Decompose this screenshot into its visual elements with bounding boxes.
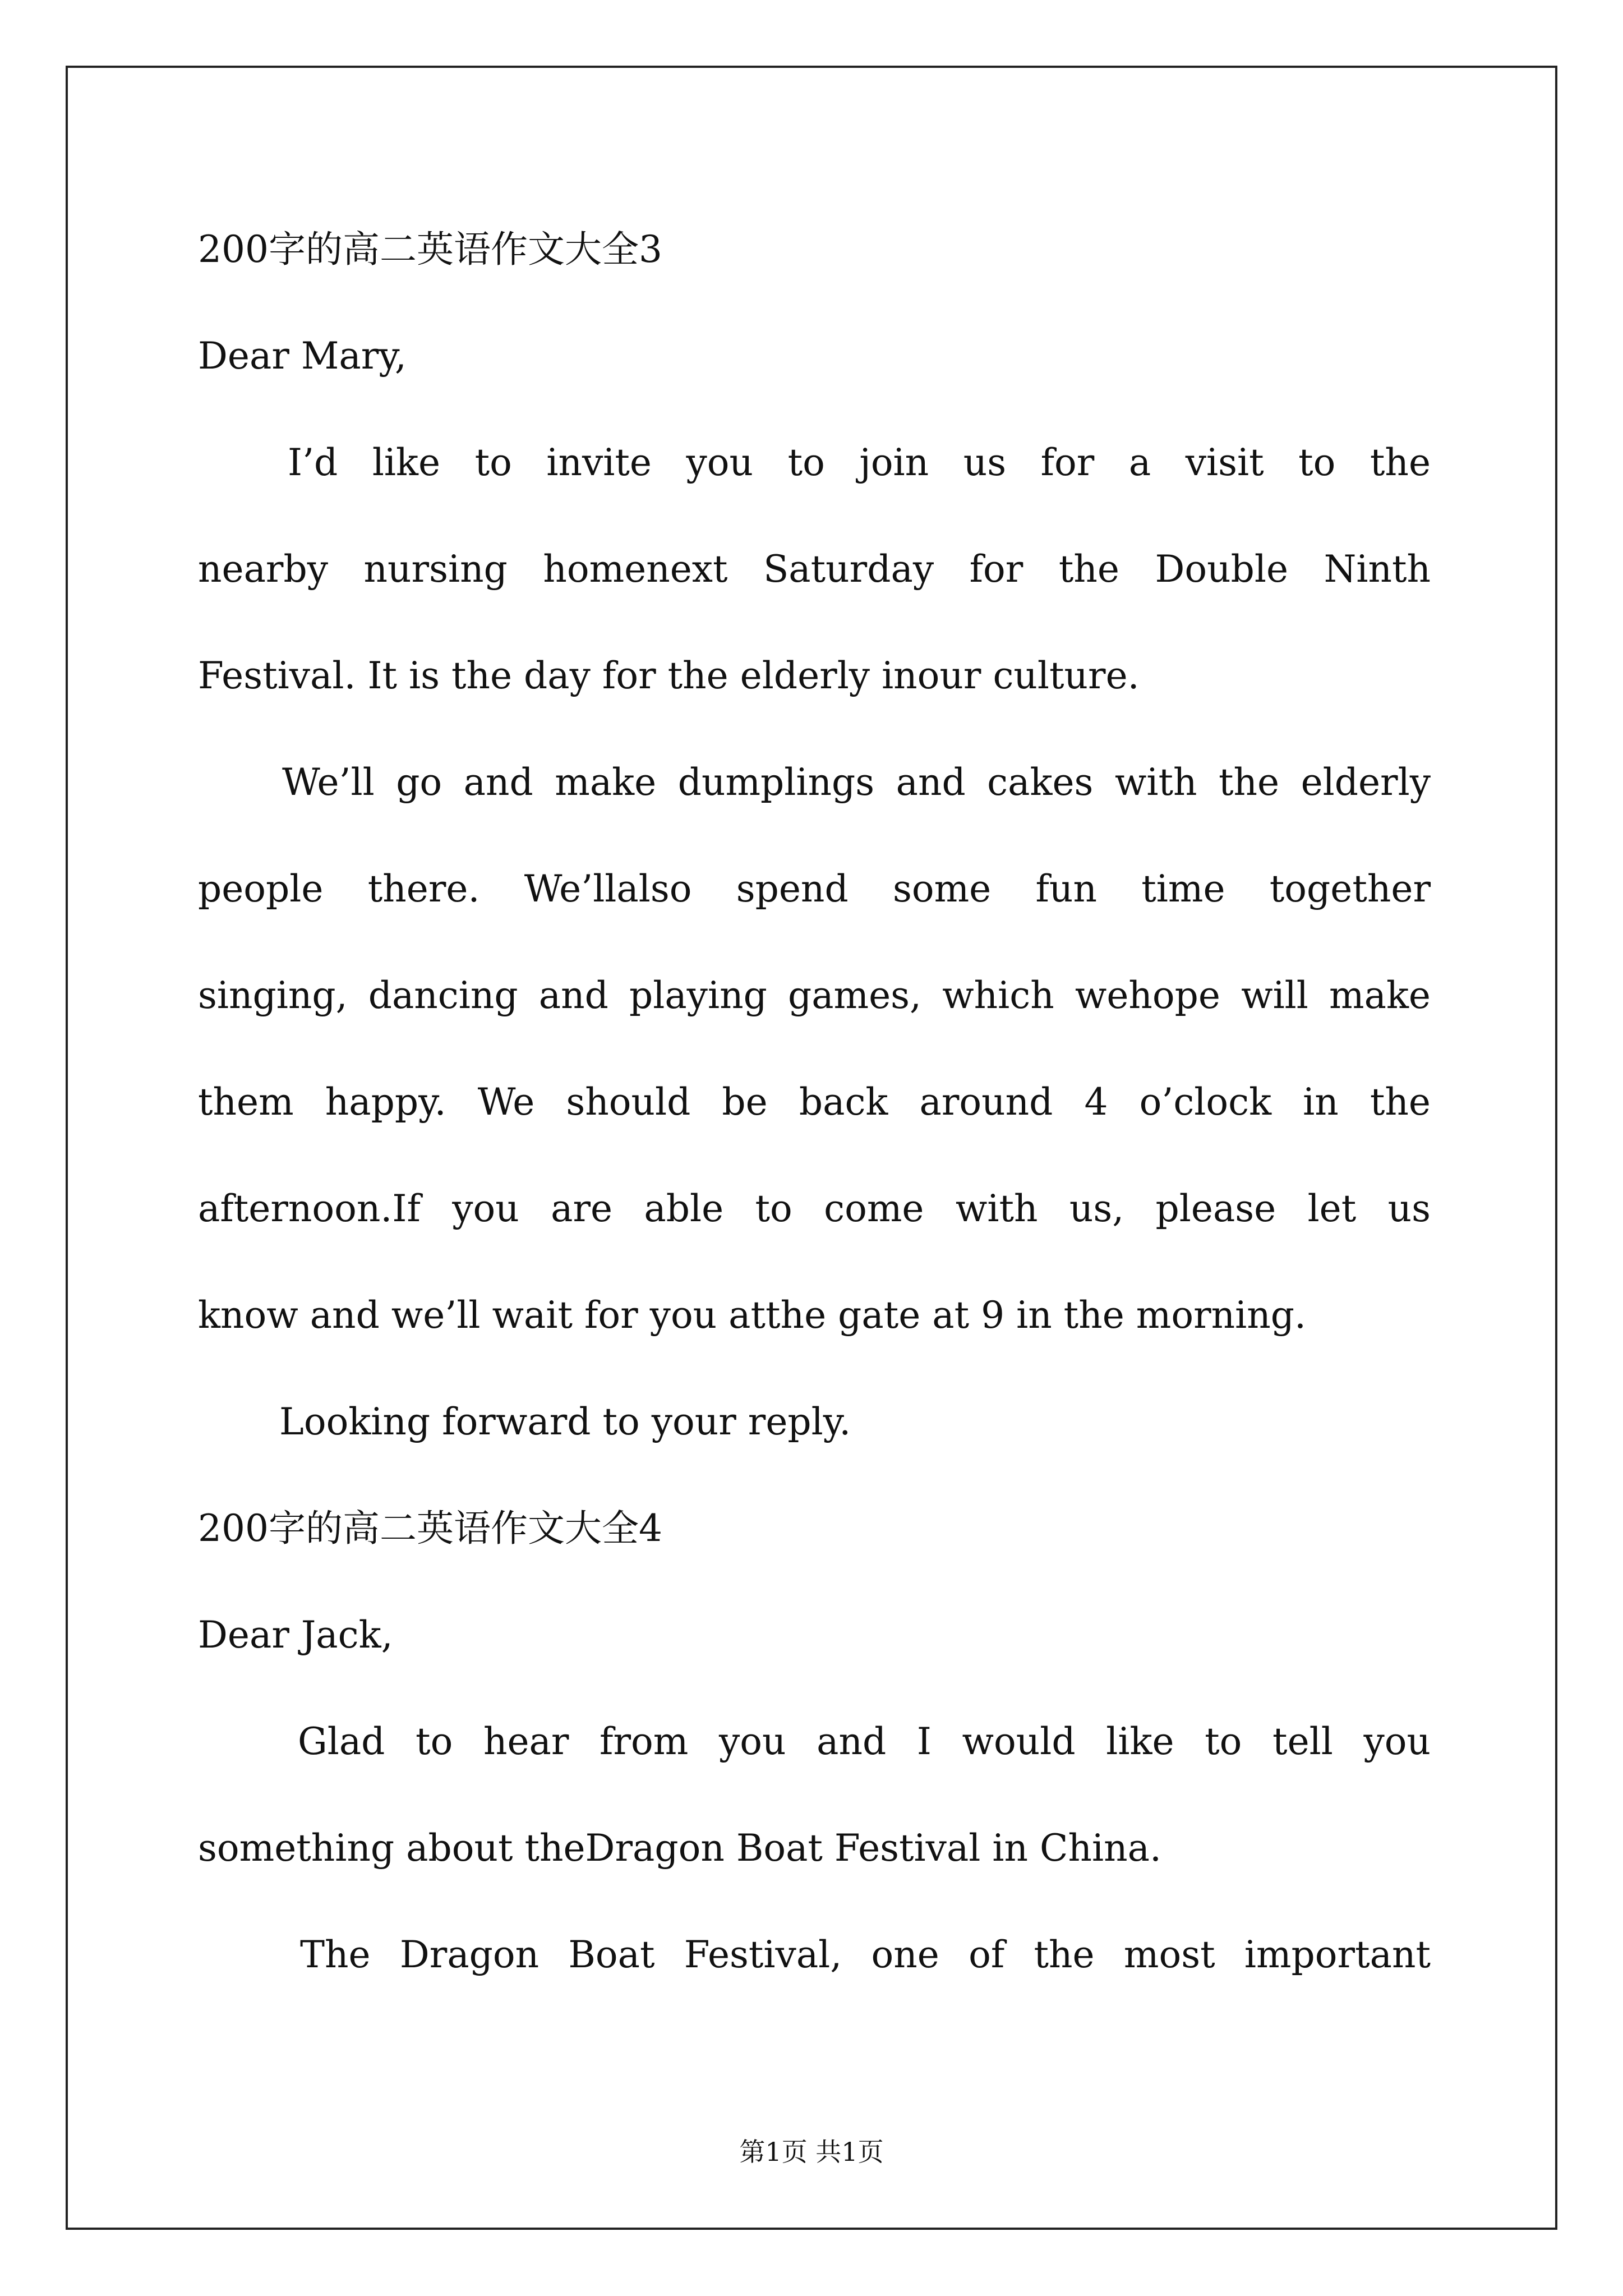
paragraph-line: I’d like to invite you to join us for a visit to the xyxy=(288,441,1431,484)
paragraph-line: Festival. It is the day for the elderly inour culture. xyxy=(198,654,1140,697)
essay-heading-4: 200字的高二英语作文大全4 xyxy=(198,1507,662,1550)
paragraph-line: know and we’ll wait for you atthe gate at 9 in the morning. xyxy=(198,1294,1306,1337)
page-border xyxy=(66,66,1557,2230)
salutation-line: Dear Mary, xyxy=(198,334,407,378)
paragraph-line: them happy. We should be back around 4 o’clock in the xyxy=(198,1080,1431,1124)
paragraph-line: afternoon.If you are able to come with us, please let us xyxy=(198,1187,1431,1230)
paragraph-line: singing, dancing and playing games, which wehope will make xyxy=(198,974,1431,1017)
salutation-line: Dear Jack, xyxy=(198,1613,393,1657)
closing-line: Looking forward to your reply. xyxy=(279,1400,851,1443)
essay-heading-3: 200字的高二英语作文大全3 xyxy=(198,228,662,271)
paragraph-line: something about theDragon Boat Festival in China. xyxy=(198,1826,1161,1870)
paragraph-line: nearby nursing homenext Saturday for the Double Ninth xyxy=(198,547,1431,591)
page-number: 第1页 共1页 xyxy=(739,2137,884,2167)
paragraph-line: Glad to hear from you and I would like to tell you xyxy=(298,1720,1431,1763)
paragraph-line: We’ll go and make dumplings and cakes with the elderly xyxy=(282,761,1431,804)
paragraph-line: The Dragon Boat Festival, one of the most important xyxy=(300,1933,1431,1976)
paragraph-line: people there. We’llalso spend some fun time together xyxy=(198,867,1431,910)
